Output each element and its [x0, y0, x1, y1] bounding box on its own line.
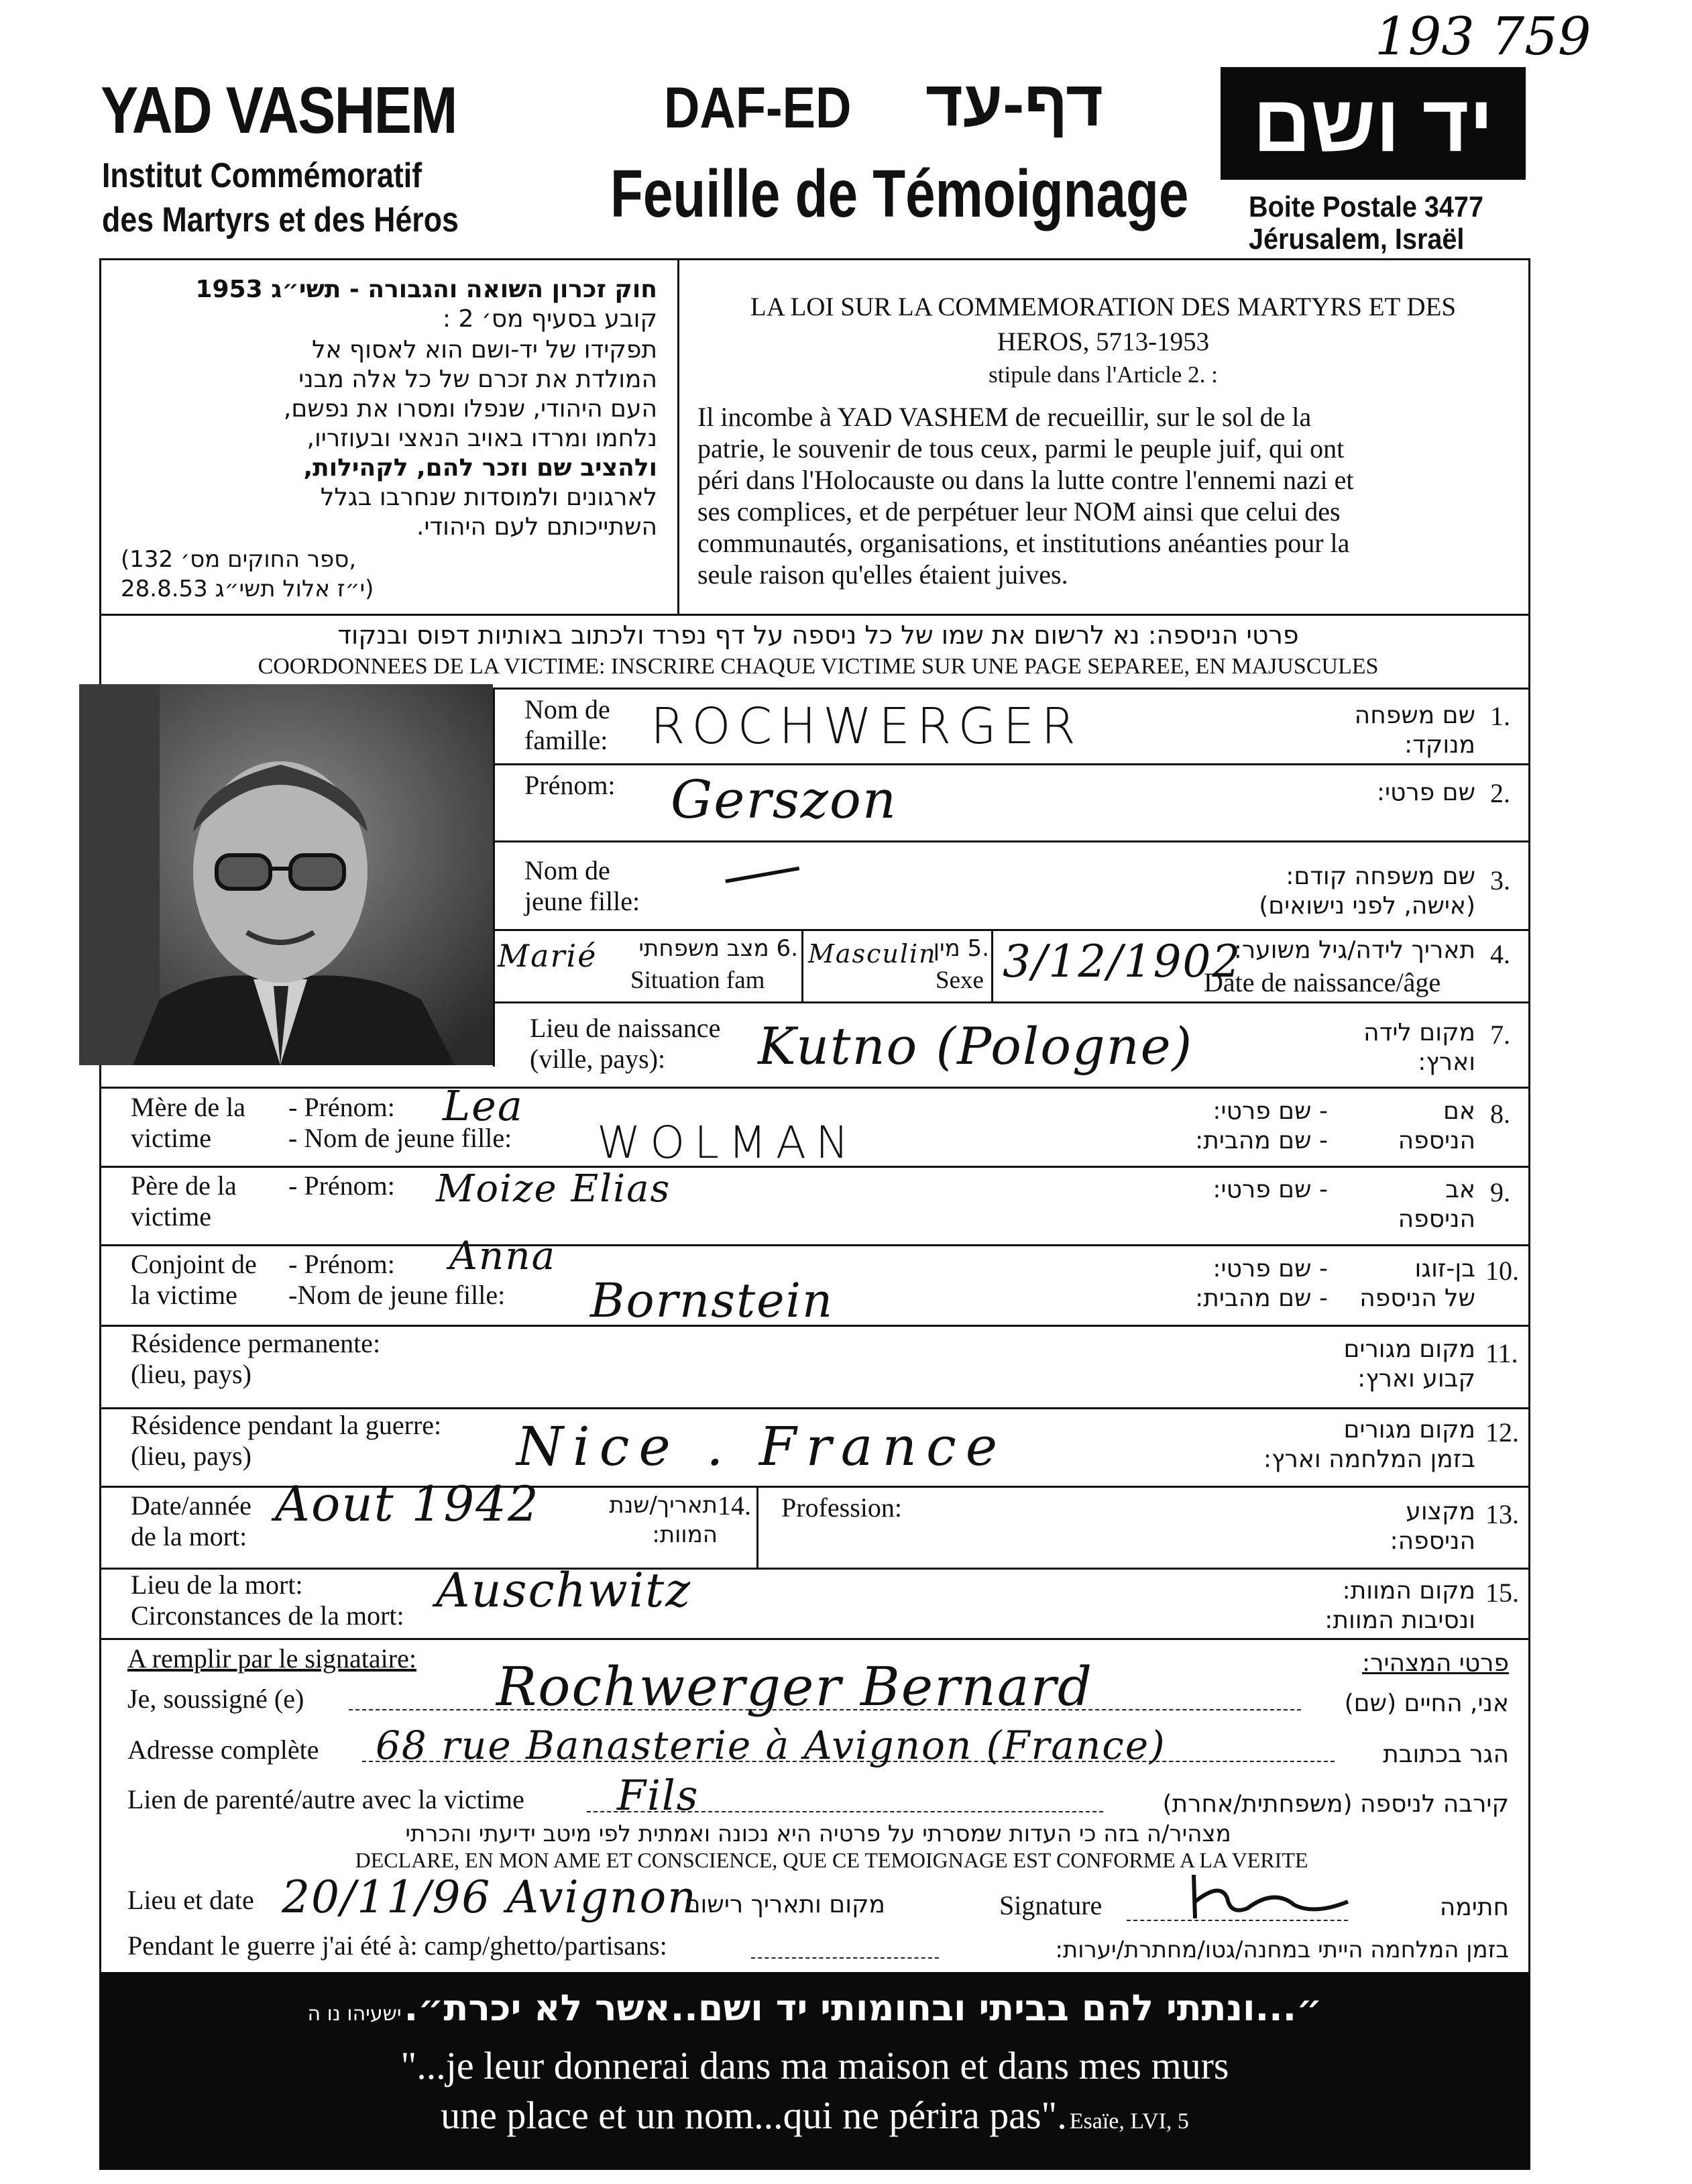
- field-11-value[interactable]: [537, 1335, 1073, 1382]
- field-1-hebrew-line: שם משפחה: [1354, 702, 1475, 729]
- law-hebrew-title-1: חוק זכרון השואה והגבורה - תשי״ג 1953: [195, 276, 657, 303]
- field-4-number: 4.: [1490, 939, 1510, 969]
- signature-hebrew: חתימה: [1439, 1894, 1509, 1921]
- field-15-hebrew-line: ונסיבות המוות:: [1324, 1606, 1475, 1634]
- field-10-label-line: la victime: [131, 1280, 237, 1310]
- field-10-hebrew-sub: [1140, 1254, 1328, 1313]
- field-10-hebrew: [1335, 1254, 1475, 1313]
- signatory-address-hebrew: הגר בכתובת: [1383, 1741, 1509, 1768]
- field-3-hebrew: [1140, 862, 1475, 921]
- footer-french-ref: Esaïe, LVI, 5: [1069, 2109, 1189, 2134]
- field-11-hebrew-line: קבוע וארץ:: [1357, 1365, 1475, 1393]
- field-1-label: [524, 694, 610, 756]
- field-15-label-line: Circonstances de la mort:: [131, 1600, 404, 1631]
- field-9-hebrew-sub: - שם פרטי:: [1212, 1176, 1328, 1203]
- field-8-value-2[interactable]: WOLMAN: [597, 1117, 858, 1168]
- field-11-label-line: Résidence permanente:: [131, 1328, 381, 1358]
- law-french-text: [697, 401, 1502, 590]
- field-13-hebrew-line: מקצוע: [1406, 1498, 1475, 1525]
- field-10-hebrew-line: של הניספה: [1359, 1285, 1475, 1312]
- field-12-label: [131, 1410, 441, 1472]
- law-hebrew-line: תפקידו של יד-ושם הוא לאסוף אל: [312, 336, 657, 364]
- signatory-name-hebrew: אני, החיים (שם): [1344, 1690, 1509, 1717]
- signature-scribble: [1180, 1861, 1355, 1928]
- law-french-line: péri dans l'Holocauste ou dans la lutte contre l'ennemi nazi et: [697, 465, 1354, 495]
- law-french-line: seule raison qu'elles étaient juives.: [697, 559, 1068, 590]
- law-hebrew-line: לארגונים ולמוסדות שנחרבו בגלל: [320, 484, 657, 511]
- field-10-hebrew-line: בן-זוגו: [1414, 1255, 1475, 1282]
- field-14-hebrew-line: תאריך/שנת: [609, 1492, 718, 1519]
- war-location-label: Pendant le guerre j'ai été à: camp/ghetto/partisans:: [127, 1930, 667, 1961]
- field-6-hebrew-text: מצב משפחתי: [638, 935, 769, 962]
- place-date-hebrew: מקום ותאריך רישום: [684, 1891, 885, 1918]
- field-7-label-line: Lieu de naissance: [530, 1013, 721, 1043]
- field-5-label: Sexe: [936, 967, 984, 994]
- law-hebrew-text: [121, 335, 657, 542]
- field-1-number: 1.: [1490, 701, 1510, 731]
- field-15-value[interactable]: Auschwitz: [436, 1563, 692, 1618]
- field-9-value-1[interactable]: Moize Elias: [436, 1167, 671, 1211]
- field-14-hebrew: [557, 1490, 718, 1549]
- logo-text: יד ושם: [1253, 78, 1493, 168]
- form-code-hebrew: דף-עד: [925, 68, 1103, 140]
- place-date-label: Lieu et date: [127, 1885, 254, 1915]
- field-4-value[interactable]: 3/12/1902: [1003, 936, 1242, 987]
- law-french-title-2: HEROS, 5713-1953: [997, 327, 1210, 356]
- field-3-hebrew-line: (אישה, לפני נישואים): [1259, 892, 1475, 920]
- field-2-value[interactable]: Gerszon: [671, 770, 898, 830]
- field-12-number: 12.: [1485, 1417, 1519, 1448]
- field-8-sub-label: - Prénom:: [288, 1092, 395, 1122]
- field-7-label: [530, 1013, 720, 1075]
- law-hebrew-ref-1: (ספר החוקים מס׳ 132,: [121, 546, 357, 573]
- field-12-label-line: (lieu, pays): [131, 1441, 251, 1471]
- field-6-hebrew: [630, 934, 798, 963]
- field-8-label-line: Mère de la: [131, 1092, 246, 1122]
- field-3-number: 3.: [1490, 865, 1510, 895]
- field-3-label: [524, 855, 640, 917]
- law-hebrew-line: המולדת את זכרם של כל אלה מבני: [298, 366, 657, 393]
- law-hebrew-line: השתייכותם לעם היהודי.: [416, 513, 657, 541]
- law-french-line: ses complices, et de perpétuer leur NOM ainsi que celui des: [697, 496, 1341, 527]
- field-13-label: Profession:: [781, 1492, 902, 1523]
- field-9-hebrew-line: אב: [1445, 1176, 1475, 1203]
- field-10-sub-label: - Prénom:: [288, 1249, 395, 1279]
- law-french-title-3: stipule dans l'Article 2. :: [989, 362, 1218, 388]
- field-1-hebrew: [1207, 701, 1475, 760]
- field-9-hebrew-line: הניספה: [1398, 1205, 1475, 1233]
- field-14-label: [131, 1490, 251, 1552]
- field-13-value[interactable]: [1006, 1490, 1274, 1531]
- field-15-label-line: Lieu de la mort:: [131, 1570, 303, 1600]
- field-3-label-line: jeune fille:: [524, 886, 640, 916]
- field-5-value[interactable]: Masculin: [808, 939, 937, 969]
- field-10-value-1[interactable]: Anna: [449, 1233, 557, 1278]
- city: Jérusalem, Israël: [1249, 223, 1465, 256]
- field-8-sub-label: - Nom de jeune fille:: [288, 1123, 512, 1153]
- war-location-hebrew: בזמן המלחמה הייתי במחנה/גטו/מחתרת/יערות:: [1055, 1936, 1509, 1963]
- field-10-hebrew-sub-line: - שם מהבית:: [1195, 1285, 1328, 1312]
- victim-header-hebrew: פרטי הניספה: נא לרשום את שמו של כל ניספה על דף נפרד ולכתוב באותיות דפוס ובנקוד: [337, 620, 1299, 650]
- field-1-hebrew-line: מנוקד:: [1404, 731, 1475, 759]
- field-3-label-line: Nom de: [524, 855, 610, 885]
- field-12-value[interactable]: Nice . France: [516, 1415, 1007, 1478]
- field-3-value[interactable]: —: [718, 820, 805, 914]
- doc-number: 193 759: [1375, 7, 1591, 67]
- law-hebrew-line: ולהציב שם וזכר להם, לקהילות,: [303, 454, 657, 482]
- field-1-label-line: famille:: [524, 725, 608, 755]
- field-12-label-line: Résidence pendant la guerre:: [131, 1410, 442, 1440]
- law-hebrew-line: העם היהודי, שנפלו ומסרו את נפשם,: [283, 395, 657, 423]
- field-14-number: 14.: [718, 1490, 751, 1521]
- field-12-hebrew-line: בזמן המלחמה וארץ:: [1263, 1445, 1475, 1473]
- field-7-number: 7.: [1490, 1020, 1510, 1050]
- footer-hebrew-quote: [99, 1987, 1530, 2029]
- signature-mark[interactable]: [1180, 1861, 1355, 1928]
- field-15-number: 15.: [1485, 1578, 1519, 1608]
- field-8-hebrew-sub: [1140, 1097, 1328, 1156]
- field-7-label-line: (ville, pays):: [530, 1044, 666, 1074]
- field-1-value[interactable]: ROCHWERGER: [651, 698, 1082, 755]
- field-10-number: 10.: [1485, 1256, 1519, 1286]
- form-code: DAF-ED: [664, 76, 852, 140]
- field-7-hebrew-line: מקום לידה: [1363, 1019, 1475, 1046]
- law-french-title-1: LA LOI SUR LA COMMEMORATION DES MARTYRS ET DES: [750, 292, 1457, 321]
- victim-header-french: COORDONNEES DE LA VICTIME: INSCRIRE CHAQUE VICTIME SUR UNE PAGE SEPAREE, EN MAJUSCULES: [258, 654, 1379, 679]
- field-14-hebrew-line: המוות:: [652, 1521, 718, 1548]
- field-14-label-line: Date/année: [131, 1490, 251, 1521]
- signatory-address-label: Adresse complète: [127, 1735, 319, 1765]
- field-13-number: 13.: [1485, 1499, 1519, 1529]
- org-name: YAD VASHEM: [101, 73, 457, 147]
- field-5-number: .5: [967, 935, 989, 962]
- field-14-value[interactable]: Aout 1942: [275, 1476, 540, 1532]
- field-12-hebrew-line: מקום מגורים: [1343, 1416, 1475, 1443]
- field-8-hebrew-sub-line: - שם פרטי:: [1212, 1097, 1328, 1125]
- field-7-hebrew-line: וארץ:: [1418, 1048, 1475, 1076]
- signatory-name-value[interactable]: Rochwerger Bernard: [496, 1655, 1094, 1718]
- field-8-hebrew-line: אם: [1443, 1097, 1475, 1125]
- signature-label: Signature: [999, 1890, 1103, 1920]
- signatory-relation-hebrew: קירבה לניספה (משפחתית/אחרת): [1162, 1790, 1509, 1818]
- field-15-hebrew: [1207, 1576, 1475, 1635]
- law-hebrew-ref-2: י״ז אלול תשי״ג 28.8.53): [121, 576, 374, 602]
- logo: [1221, 67, 1526, 180]
- portrait-image: [79, 684, 493, 1065]
- signatory-title: A remplir par le signataire:: [127, 1643, 416, 1674]
- field-6-number: .6: [776, 935, 798, 962]
- field-11-label: [131, 1328, 380, 1390]
- field-11-label-line: (lieu, pays): [131, 1359, 251, 1389]
- signatory-name-label: Je, soussigné (e): [127, 1684, 304, 1714]
- form-title: Feuille de Témoignage: [610, 156, 1189, 231]
- field-8-label-line: victime: [131, 1123, 211, 1153]
- field-7-value[interactable]: Kutno (Pologne): [758, 1016, 1194, 1076]
- field-11-hebrew: [1207, 1335, 1475, 1394]
- field-5-hebrew-text: מין: [933, 935, 960, 962]
- field-9-label: [131, 1170, 237, 1232]
- signatory-relation-label: Lien de parenté/autre avec la victime: [127, 1784, 524, 1814]
- signatory-address-value[interactable]: 68 rue Banasterie à Avignon (France): [376, 1723, 1166, 1768]
- field-12-hebrew: [1140, 1415, 1475, 1474]
- field-9-hebrew: [1355, 1175, 1475, 1234]
- field-8-hebrew-sub-line: - שם מהבית:: [1195, 1127, 1328, 1154]
- victim-photo: [79, 684, 493, 1065]
- field-7-hebrew: [1274, 1018, 1475, 1077]
- footer-french-line-1: "...je leur donnerai dans ma maison et dans mes murs: [400, 2044, 1229, 2087]
- org-subtitle-2: des Martyrs et des Héros: [102, 201, 459, 239]
- field-2-number: 2.: [1490, 778, 1510, 808]
- place-date-value[interactable]: 20/11/96 Avignon: [282, 1871, 697, 1923]
- field-10-label-line: Conjoint de: [131, 1249, 257, 1279]
- footer-french-text: une place et un nom...qui ne périra pas".: [441, 2093, 1067, 2137]
- field-6-label: Situation fam: [630, 967, 765, 994]
- law-hebrew-title-2: קובע בסעיף מס׳ 2 :: [442, 305, 657, 333]
- field-11-number: 11.: [1485, 1338, 1518, 1368]
- field-9-sub-label: - Prénom:: [288, 1170, 395, 1201]
- declaration-french: DECLARE, EN MON AME ET CONSCIENCE, QUE CE TEMOIGNAGE EST CONFORME A LA VERITE: [355, 1848, 1308, 1872]
- footer-hebrew-ref: ישעיהו נו ה: [307, 2002, 402, 2026]
- footer-banner: [99, 1972, 1530, 2170]
- field-5-hebrew: [925, 934, 989, 963]
- declaration-hebrew: מצהיר/ה בזה כי העדות שמסרתי על פרטיה היא נכונה ואמתית לפי מיטב ידיעתי והכרתי: [405, 1820, 1231, 1847]
- field-8-number: 8.: [1490, 1099, 1510, 1129]
- field-10-label: [131, 1249, 257, 1311]
- field-9-number: 9.: [1490, 1177, 1510, 1207]
- field-4-label: Date de naissance/âge: [1204, 967, 1441, 997]
- field-10-value-2[interactable]: Bornstein: [590, 1273, 834, 1328]
- field-10-hebrew-sub-line: - שם פרטי:: [1212, 1255, 1328, 1282]
- footer-french-line-2: [99, 2093, 1530, 2138]
- law-french-line: Il incombe à YAD VASHEM de recueillir, sur le sol de la: [697, 402, 1312, 432]
- law-french-line: patrie, le souvenir de tous ceux, parmi le peuple juif, qui ont: [697, 433, 1345, 463]
- field-8-label: [131, 1092, 245, 1154]
- footer-hebrew-text: ״...ונתתי להם בביתי ובחומותי יד ושם..אשר לא יכרת״.: [404, 1987, 1322, 2029]
- field-4-hebrew: תאריך לידה/גיל משוער:: [1233, 936, 1475, 964]
- field-13-hebrew-line: הניספה:: [1390, 1527, 1475, 1555]
- org-subtitle-1: Institut Commémoratif: [102, 156, 422, 195]
- field-10-sub-label: -Nom de jeune fille:: [288, 1280, 506, 1310]
- field-8-hebrew: [1355, 1097, 1475, 1156]
- field-1-label-line: Nom de: [524, 694, 610, 724]
- field-11-hebrew-line: מקום מגורים: [1343, 1335, 1475, 1363]
- field-15-hebrew-line: מקום המוות:: [1342, 1577, 1475, 1604]
- field-8-hebrew-line: הניספה: [1398, 1127, 1475, 1154]
- field-6-value[interactable]: Marié: [498, 938, 598, 974]
- law-hebrew-line: נלחמו ומרדו באויב הנאצי ובעוזריו,: [306, 425, 657, 452]
- field-13-hebrew: [1308, 1497, 1475, 1556]
- po-box: Boite Postale 3477: [1249, 190, 1483, 223]
- field-2-hebrew: שם פרטי:: [1376, 779, 1475, 806]
- law-french-line: communautés, organisations, et institutions anéanties pour la: [697, 528, 1350, 558]
- signatory-relation-value[interactable]: Fils: [617, 1771, 699, 1820]
- field-14-label-line: de la mort:: [131, 1521, 247, 1551]
- field-9-label-line: victime: [131, 1201, 211, 1232]
- field-3-hebrew-line: שם משפחה קודם:: [1286, 863, 1475, 890]
- signatory-title-hebrew: פרטי המצהיר:: [1362, 1649, 1509, 1677]
- field-8-value-1[interactable]: Lea: [443, 1081, 524, 1130]
- field-9-label-line: Père de la: [131, 1170, 237, 1201]
- field-15-label: [131, 1570, 404, 1631]
- field-2-label: Prénom:: [524, 770, 616, 800]
